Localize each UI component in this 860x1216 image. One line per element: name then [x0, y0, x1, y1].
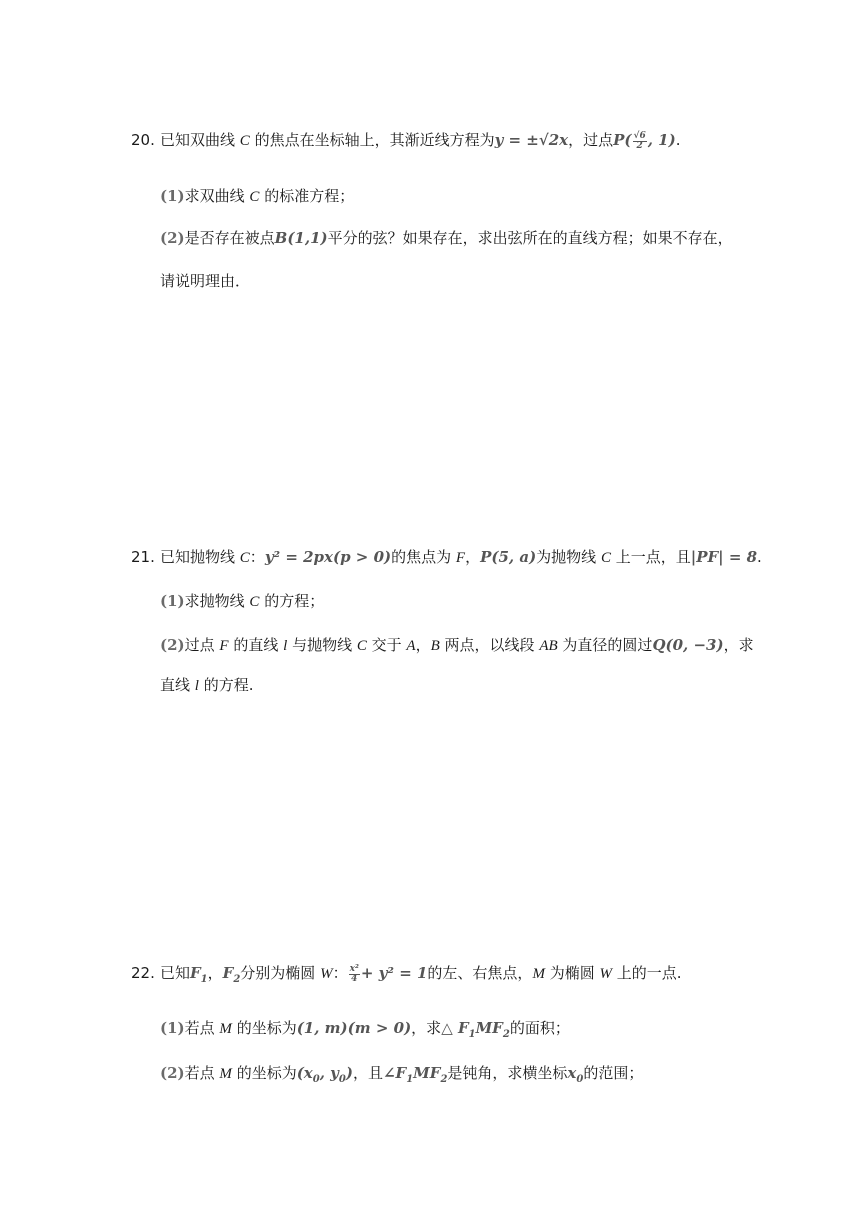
math-expression: $\angle F_1MF_2$ — [382, 1064, 448, 1085]
fraction: $\frac{\text{x²}}{4}$ — [349, 963, 359, 984]
part-label: (2) — [160, 636, 185, 654]
part-2-continuation: 请说明理由． — [160, 272, 251, 290]
problem-number: 20. — [131, 131, 155, 149]
math-expression: $\frac{\text{x²}}{4}$ + y² = 1 — [349, 963, 428, 984]
part-2: (2)若点 M 的坐标为($x_0$, $y_0$)，且$\angle F_1MF_2$是钝角，求横坐标$x_0$的范围； — [160, 1064, 644, 1085]
part-2-continuation: 直线 l 的方程. — [160, 676, 254, 694]
part-1: (1)求双曲线 C 的标准方程； — [160, 187, 355, 205]
math-expression: |PF| = 8 — [690, 548, 758, 566]
math-expression: y² = 2px(p > 0) — [264, 548, 392, 566]
part-label: (1) — [160, 187, 185, 205]
math-expression: $x_0$ — [567, 1064, 584, 1085]
math-expression: △ $F_1MF_2$ — [441, 1019, 510, 1040]
math-expression: (1, m)(m > 0) — [296, 1019, 412, 1037]
problem-number: 21. — [131, 548, 155, 566]
fraction: $\frac{√6}{2}$ — [633, 130, 646, 151]
problem-stem: 已知双曲线 C 的焦点在坐标轴上，其渐近线方程为y = ±√2x，过点P( $\frac{√6}{2}$ , 1). — [160, 130, 681, 151]
part-1: (1)若点 M 的坐标为(1, m)(m > 0)，求△ $F_1MF_2$的面积； — [160, 1019, 570, 1040]
part-2: (2)是否存在被点B(1,1)平分的弦？如果存在，求出弦所在的直线方程；如果不存在， — [160, 229, 733, 247]
math-expression: B(1,1) — [274, 229, 328, 247]
math-expression: Q(0, −3) — [652, 636, 724, 654]
math-expression: y = ±√2x — [494, 131, 569, 149]
part-label: (1) — [160, 1019, 185, 1037]
math-expression: $F_1$ — [190, 964, 208, 985]
math-expression: P(5, a) — [480, 548, 537, 566]
problem-stem: 已知$F_1$，$F_2$分别为椭圆 W： $\frac{\text{x²}}{4}$ + y² = 1的左、右焦点，M 为椭圆 W 上的一点. — [160, 963, 682, 985]
math-expression: P( $\frac{√6}{2}$ , 1) — [613, 130, 676, 151]
part-2: (2)过点 F 的直线 l 与抛物线 C 交于 A，B 两点，以线段 AB 为直径的圆过Q(0, −3)，求 — [160, 636, 754, 654]
math-expression: $F_2$ — [222, 964, 241, 985]
math-expression: ($x_0$, $y_0$) — [296, 1064, 353, 1085]
part-1: (1)求抛物线 C 的方程； — [160, 592, 325, 610]
part-label: (1) — [160, 592, 185, 610]
problem-stem: 已知抛物线 C：y² = 2px(p > 0)的焦点为 F，P(5, a)为抛物线 C 上一点，且|PF| = 8. — [160, 548, 762, 566]
problem-number: 22. — [131, 964, 155, 982]
part-label: (2) — [160, 1064, 185, 1082]
part-label: (2) — [160, 229, 185, 247]
